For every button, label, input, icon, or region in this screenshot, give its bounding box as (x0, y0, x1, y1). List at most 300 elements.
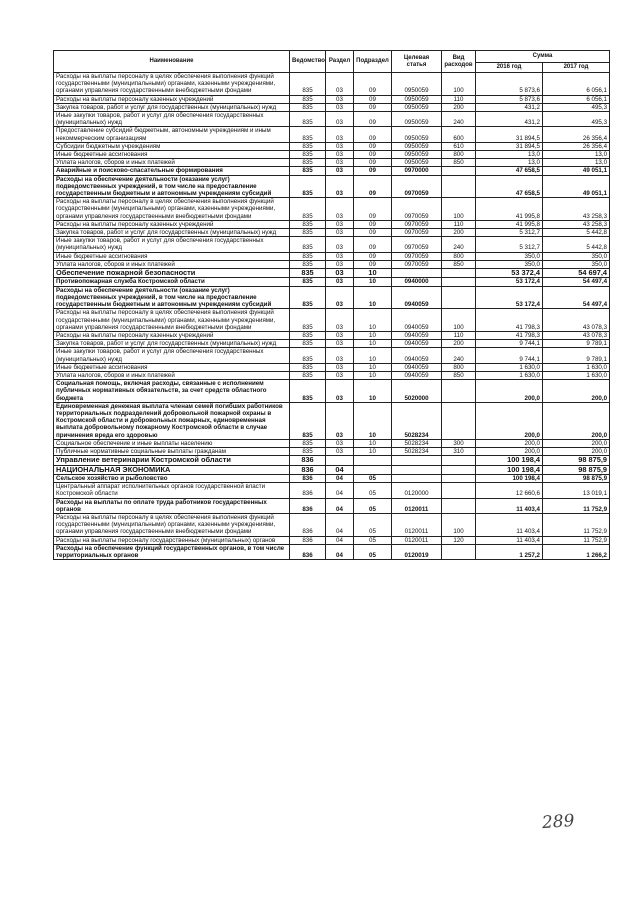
cell-name: Расходы на выплаты персоналу государственных (муниципальных) органов (54, 536, 290, 544)
header-target: Целевая статья (392, 51, 442, 73)
table-row (54, 175, 610, 198)
cell-sum-2016: 53 172,4 (476, 278, 543, 286)
cell-exp-type (442, 175, 476, 198)
cell-sum-2017: 200,0 (543, 380, 610, 403)
cell-target: 5028234 (392, 439, 442, 447)
cell-sum-2017: 43 078,3 (543, 331, 610, 339)
cell-target: 0970059 (392, 237, 442, 252)
cell-dept: 835 (290, 237, 326, 252)
cell-section: 03 (326, 309, 354, 332)
cell-name: Иные бюджетные ассигнования (54, 151, 290, 159)
cell-section: 04 (326, 536, 354, 544)
cell-target: 0950059 (392, 73, 442, 96)
cell-dept: 836 (290, 544, 326, 559)
cell-exp-type: 200 (442, 229, 476, 237)
cell-target: 0970059 (392, 175, 442, 198)
cell-section: 04 (326, 513, 354, 536)
table-row (54, 73, 610, 96)
cell-subsection: 10 (354, 286, 392, 309)
cell-name: Сельское хозяйство и рыболовство (54, 474, 290, 482)
cell-section: 03 (326, 340, 354, 348)
cell-sum-2017: 11 752,9 (543, 536, 610, 544)
cell-section: 03 (326, 286, 354, 309)
cell-dept: 835 (290, 159, 326, 167)
cell-dept: 836 (290, 474, 326, 482)
cell-target: 0120019 (392, 544, 442, 559)
cell-dept: 836 (290, 483, 326, 498)
cell-name: Расходы на выплаты по оплате труда работников государственных органов (54, 498, 290, 513)
cell-sum-2016: 41 798,3 (476, 331, 543, 339)
cell-exp-type (442, 269, 476, 278)
table-row (54, 465, 610, 474)
table-row (54, 237, 610, 252)
cell-dept: 835 (290, 142, 326, 150)
cell-sum-2017: 495,3 (543, 112, 610, 127)
cell-exp-type: 800 (442, 363, 476, 371)
cell-sum-2016: 5 312,7 (476, 237, 543, 252)
cell-section: 04 (326, 483, 354, 498)
cell-name: Управление ветеринарии Костромской области (54, 456, 290, 465)
cell-dept: 835 (290, 348, 326, 363)
cell-exp-type (442, 498, 476, 513)
cell-section: 03 (326, 73, 354, 96)
cell-sum-2017: 54 497,4 (543, 278, 610, 286)
cell-exp-type: 100 (442, 198, 476, 221)
cell-sum-2017: 49 051,1 (543, 175, 610, 198)
cell-name: Расходы на выплаты персоналу в целях обеспечения выполнения функций государственными (муниципальными) органами, казенными учреждениями, органами управления государственными внебюджетными фондами (54, 73, 290, 96)
cell-subsection: 05 (354, 544, 392, 559)
cell-name: Уплата налогов, сборов и иных платежей (54, 371, 290, 379)
header-sum: Сумма (476, 51, 610, 63)
cell-name: Центральный аппарат исполнительных органов государственной власти Костромской области (54, 483, 290, 498)
cell-sum-2017: 43 258,3 (543, 198, 610, 221)
cell-sum-2017: 9 789,1 (543, 348, 610, 363)
cell-dept: 835 (290, 112, 326, 127)
cell-exp-type: 610 (442, 142, 476, 150)
cell-subsection: 05 (354, 536, 392, 544)
cell-exp-type: 310 (442, 447, 476, 455)
cell-sum-2017: 13 019,1 (543, 483, 610, 498)
cell-sum-2016: 53 172,4 (476, 286, 543, 309)
cell-dept: 835 (290, 198, 326, 221)
cell-dept: 835 (290, 447, 326, 455)
cell-dept: 835 (290, 340, 326, 348)
cell-target: 0970059 (392, 252, 442, 260)
table-row (54, 198, 610, 221)
cell-exp-type (442, 483, 476, 498)
cell-exp-type: 110 (442, 220, 476, 228)
header-section: Раздел (326, 51, 354, 73)
cell-target: 0970000 (392, 167, 442, 175)
cell-sum-2016: 1 257,2 (476, 544, 543, 559)
cell-sum-2016: 41 798,3 (476, 309, 543, 332)
cell-exp-type: 120 (442, 536, 476, 544)
cell-name: Иные бюджетные ассигнования (54, 252, 290, 260)
table-row (54, 260, 610, 268)
cell-sum-2016: 431,2 (476, 103, 543, 111)
cell-target: 0940059 (392, 340, 442, 348)
cell-name: Расходы на выплаты персоналу в целях обеспечения выполнения функций государственными (муниципальными) органами, казенными учреждениями, органами управления государственными внебюджетными фондами (54, 513, 290, 536)
cell-sum-2016: 12 660,6 (476, 483, 543, 498)
cell-sum-2017: 11 752,9 (543, 513, 610, 536)
cell-sum-2016: 100 198,4 (476, 465, 543, 474)
cell-dept: 835 (290, 309, 326, 332)
cell-name: Расходы на выплаты персоналу казенных учреждений (54, 95, 290, 103)
cell-exp-type (442, 380, 476, 403)
cell-subsection: 10 (354, 278, 392, 286)
cell-target: 0970059 (392, 229, 442, 237)
cell-dept: 835 (290, 402, 326, 439)
cell-sum-2016: 5 873,6 (476, 73, 543, 96)
cell-sum-2017: 6 056,1 (543, 95, 610, 103)
cell-section: 03 (326, 159, 354, 167)
cell-sum-2016: 31 894,5 (476, 142, 543, 150)
cell-sum-2016: 1 630,0 (476, 371, 543, 379)
cell-section: 03 (326, 402, 354, 439)
cell-section: 03 (326, 142, 354, 150)
cell-exp-type: 850 (442, 260, 476, 268)
table-row (54, 220, 610, 228)
cell-sum-2016: 13,0 (476, 159, 543, 167)
cell-sum-2016: 100 198,4 (476, 456, 543, 465)
cell-target: 5020000 (392, 380, 442, 403)
cell-subsection: 10 (354, 340, 392, 348)
page-number-handwritten: 289 (541, 810, 576, 834)
cell-name: Расходы на обеспечение функций государственных органов, в том числе территориальных органов (54, 544, 290, 559)
table-row (54, 348, 610, 363)
cell-section: 03 (326, 167, 354, 175)
header-year-2017: 2017 год (543, 63, 610, 73)
cell-sum-2017: 26 356,4 (543, 142, 610, 150)
table-row (54, 439, 610, 447)
cell-subsection: 09 (354, 95, 392, 103)
cell-sum-2017: 350,0 (543, 260, 610, 268)
cell-sum-2017: 43 258,3 (543, 220, 610, 228)
cell-sum-2017: 350,0 (543, 252, 610, 260)
cell-subsection: 10 (354, 363, 392, 371)
cell-section: 03 (326, 103, 354, 111)
header-name: Наименование (54, 51, 290, 73)
cell-sum-2016: 200,0 (476, 402, 543, 439)
cell-exp-type: 240 (442, 112, 476, 127)
cell-sum-2016: 11 403,4 (476, 498, 543, 513)
table-row (54, 269, 610, 278)
cell-target: 0950059 (392, 151, 442, 159)
table-row (54, 536, 610, 544)
cell-dept: 836 (290, 498, 326, 513)
cell-name: Социальная помощь, включая расходы, связанные с исполнением публичных нормативных обязательств, за счет средств областного бюджета (54, 380, 290, 403)
cell-sum-2017: 98 875,9 (543, 456, 610, 465)
cell-sum-2016: 9 744,1 (476, 340, 543, 348)
cell-target (392, 474, 442, 482)
cell-target: 5028234 (392, 402, 442, 439)
cell-name: Социальное обеспечение и иные выплаты населению (54, 439, 290, 447)
cell-sum-2017: 98 875,9 (543, 474, 610, 482)
header-exp-type: Вид расходов (442, 51, 476, 73)
cell-exp-type: 800 (442, 252, 476, 260)
cell-name: Противопожарная служба Костромской области (54, 278, 290, 286)
cell-dept: 835 (290, 127, 326, 142)
cell-exp-type: 850 (442, 371, 476, 379)
cell-exp-type (442, 278, 476, 286)
cell-subsection: 09 (354, 260, 392, 268)
cell-target: 0970059 (392, 198, 442, 221)
cell-target: 0120011 (392, 513, 442, 536)
cell-sum-2016: 41 995,8 (476, 220, 543, 228)
cell-exp-type (442, 286, 476, 309)
cell-subsection: 05 (354, 474, 392, 482)
cell-section: 03 (326, 331, 354, 339)
budget-table-sheet (53, 50, 609, 560)
table-row (54, 498, 610, 513)
table-row (54, 112, 610, 127)
cell-section: 03 (326, 363, 354, 371)
cell-section: 03 (326, 348, 354, 363)
cell-section: 03 (326, 278, 354, 286)
cell-section: 04 (326, 465, 354, 474)
cell-target: 0950059 (392, 159, 442, 167)
cell-exp-type: 200 (442, 103, 476, 111)
cell-section: 04 (326, 474, 354, 482)
cell-sum-2017: 13,0 (543, 151, 610, 159)
cell-dept: 835 (290, 278, 326, 286)
cell-exp-type (442, 402, 476, 439)
table-row (54, 474, 610, 482)
cell-section: 03 (326, 220, 354, 228)
cell-section: 03 (326, 112, 354, 127)
table-row (54, 286, 610, 309)
cell-section: 03 (326, 269, 354, 278)
cell-subsection: 10 (354, 380, 392, 403)
cell-dept: 836 (290, 456, 326, 465)
cell-sum-2017: 1 630,0 (543, 371, 610, 379)
cell-exp-type: 240 (442, 237, 476, 252)
cell-dept: 835 (290, 371, 326, 379)
cell-target (392, 456, 442, 465)
cell-dept: 835 (290, 103, 326, 111)
table-row (54, 380, 610, 403)
cell-subsection (354, 465, 392, 474)
table-row (54, 456, 610, 465)
cell-subsection: 09 (354, 198, 392, 221)
cell-target: 0950059 (392, 112, 442, 127)
cell-sum-2016: 41 995,8 (476, 198, 543, 221)
table-row (54, 483, 610, 498)
cell-dept: 835 (290, 286, 326, 309)
cell-name: Закупка товаров, работ и услуг для государственных (муниципальных) нужд (54, 340, 290, 348)
cell-section: 03 (326, 371, 354, 379)
cell-subsection: 09 (354, 103, 392, 111)
cell-sum-2016: 47 658,5 (476, 167, 543, 175)
cell-name: Иные закупки товаров, работ и услуг для обеспечения государственных (муниципальных) нужд (54, 112, 290, 127)
cell-subsection: 10 (354, 269, 392, 278)
cell-exp-type: 800 (442, 151, 476, 159)
cell-target: 0940059 (392, 363, 442, 371)
cell-dept: 835 (290, 220, 326, 228)
cell-target: 0950059 (392, 103, 442, 111)
cell-target: 0970059 (392, 260, 442, 268)
cell-sum-2017: 43 078,3 (543, 309, 610, 332)
cell-subsection: 09 (354, 112, 392, 127)
cell-section: 03 (326, 447, 354, 455)
cell-name: НАЦИОНАЛЬНАЯ ЭКОНОМИКА (54, 465, 290, 474)
cell-sum-2017: 6 056,1 (543, 73, 610, 96)
cell-exp-type (442, 456, 476, 465)
cell-exp-type (442, 474, 476, 482)
cell-sum-2017: 54 697,4 (543, 269, 610, 278)
cell-subsection: 10 (354, 402, 392, 439)
cell-target: 0950059 (392, 142, 442, 150)
table-row (54, 159, 610, 167)
cell-dept: 835 (290, 95, 326, 103)
cell-target (392, 465, 442, 474)
cell-name: Расходы на выплаты персоналу казенных учреждений (54, 220, 290, 228)
cell-name: Закупка товаров, работ и услуг для государственных (муниципальных) нужд (54, 229, 290, 237)
cell-sum-2017: 11 752,9 (543, 498, 610, 513)
cell-exp-type (442, 465, 476, 474)
cell-subsection: 10 (354, 371, 392, 379)
cell-name: Расходы на выплаты персоналу в целях обеспечения выполнения функций государственными (муниципальными) органами, казенными учреждениями, органами управления государственными внебюджетными фондами (54, 309, 290, 332)
cell-sum-2017: 26 356,4 (543, 127, 610, 142)
cell-subsection: 09 (354, 127, 392, 142)
table-row (54, 103, 610, 111)
table-row (54, 513, 610, 536)
table-row (54, 363, 610, 371)
cell-name: Обеспечение пожарной безопасности (54, 269, 290, 278)
cell-sum-2016: 350,0 (476, 252, 543, 260)
cell-section: 03 (326, 380, 354, 403)
table-row (54, 340, 610, 348)
cell-section: 04 (326, 498, 354, 513)
cell-target: 0940059 (392, 286, 442, 309)
cell-section: 03 (326, 252, 354, 260)
cell-dept: 835 (290, 439, 326, 447)
cell-exp-type: 100 (442, 309, 476, 332)
cell-dept: 836 (290, 513, 326, 536)
table-row (54, 229, 610, 237)
header-year-2016: 2016 год (476, 63, 543, 73)
table-row (54, 167, 610, 175)
table-row (54, 371, 610, 379)
table-row (54, 331, 610, 339)
table-row (54, 544, 610, 559)
cell-exp-type (442, 544, 476, 559)
cell-dept: 835 (290, 363, 326, 371)
cell-sum-2016: 1 630,0 (476, 363, 543, 371)
cell-sum-2016: 5 312,7 (476, 229, 543, 237)
cell-subsection (354, 456, 392, 465)
cell-subsection: 09 (354, 220, 392, 228)
table-row (54, 309, 610, 332)
cell-name: Иные бюджетные ассигнования (54, 363, 290, 371)
cell-name: Единовременная денежная выплата членам семей погибших работников территориальных подразделений добровольной пожарной охраны в Костромской области и добровольных пожарных, единовременная выплата добровольному пожарному Костромской области в случае причинения вреда его здоровью (54, 402, 290, 439)
table-row (54, 127, 610, 142)
cell-sum-2017: 98 875,9 (543, 465, 610, 474)
cell-target: 5028234 (392, 447, 442, 455)
cell-section: 03 (326, 151, 354, 159)
cell-target: 0940059 (392, 348, 442, 363)
cell-target: 0940059 (392, 371, 442, 379)
cell-subsection: 09 (354, 142, 392, 150)
cell-subsection: 09 (354, 252, 392, 260)
cell-target: 0970059 (392, 220, 442, 228)
cell-sum-2017: 200,0 (543, 447, 610, 455)
cell-dept: 835 (290, 167, 326, 175)
table-row (54, 447, 610, 455)
budget-table (53, 50, 610, 560)
cell-section: 03 (326, 95, 354, 103)
cell-dept: 835 (290, 151, 326, 159)
cell-subsection: 09 (354, 237, 392, 252)
cell-sum-2017: 13,0 (543, 159, 610, 167)
cell-sum-2017: 1 266,2 (543, 544, 610, 559)
cell-sum-2016: 350,0 (476, 260, 543, 268)
cell-exp-type: 100 (442, 513, 476, 536)
cell-subsection: 09 (354, 175, 392, 198)
cell-sum-2016: 5 873,6 (476, 95, 543, 103)
cell-section (326, 456, 354, 465)
cell-section: 03 (326, 260, 354, 268)
cell-sum-2016: 200,0 (476, 439, 543, 447)
cell-subsection: 09 (354, 151, 392, 159)
cell-section: 03 (326, 237, 354, 252)
cell-subsection: 05 (354, 483, 392, 498)
cell-name: Иные закупки товаров, работ и услуг для обеспечения государственных (муниципальных) нужд (54, 348, 290, 363)
table-row (54, 278, 610, 286)
cell-name: Расходы на обеспечение деятельности (оказание услуг) подведомственных учреждений, в том числе на предоставление государственным бюджетным и автономным учреждениям субсидий (54, 286, 290, 309)
cell-dept: 836 (290, 465, 326, 474)
table-row (54, 252, 610, 260)
cell-sum-2016: 13,0 (476, 151, 543, 159)
cell-name: Субсидии бюджетным учреждениям (54, 142, 290, 150)
cell-dept: 835 (290, 269, 326, 278)
cell-dept: 835 (290, 229, 326, 237)
cell-name: Расходы на обеспечение деятельности (оказание услуг) подведомственных учреждений, в том числе на предоставление государственным бюджетным и автономным учреждениям субсидий (54, 175, 290, 198)
cell-name: Иные закупки товаров, работ и услуг для обеспечения государственных (муниципальных) нужд (54, 237, 290, 252)
cell-subsection: 10 (354, 331, 392, 339)
cell-sum-2017: 49 051,1 (543, 167, 610, 175)
budget-table-body (54, 73, 610, 560)
cell-sum-2016: 100 198,4 (476, 474, 543, 482)
cell-name: Закупка товаров, работ и услуг для государственных (муниципальных) нужд (54, 103, 290, 111)
cell-sum-2016: 31 894,5 (476, 127, 543, 142)
cell-sum-2017: 495,3 (543, 103, 610, 111)
cell-name: Расходы на выплаты персоналу казенных учреждений (54, 331, 290, 339)
cell-target: 0120011 (392, 498, 442, 513)
cell-exp-type: 110 (442, 331, 476, 339)
cell-subsection: 09 (354, 159, 392, 167)
cell-sum-2016: 47 658,5 (476, 175, 543, 198)
cell-subsection: 09 (354, 73, 392, 96)
cell-subsection: 05 (354, 513, 392, 536)
cell-sum-2016: 200,0 (476, 380, 543, 403)
cell-sum-2017: 1 630,0 (543, 363, 610, 371)
cell-target: 0120011 (392, 536, 442, 544)
cell-name: Предоставление субсидий бюджетным, автономным учреждениям и иным некоммерческим организациям (54, 127, 290, 142)
cell-dept: 835 (290, 260, 326, 268)
cell-dept: 835 (290, 175, 326, 198)
cell-sum-2016: 431,2 (476, 112, 543, 127)
cell-section: 03 (326, 127, 354, 142)
cell-exp-type: 240 (442, 348, 476, 363)
cell-sum-2016: 11 403,4 (476, 536, 543, 544)
cell-section: 03 (326, 229, 354, 237)
cell-target: 0120000 (392, 483, 442, 498)
cell-target: 0950059 (392, 127, 442, 142)
cell-section: 04 (326, 544, 354, 559)
cell-name: Публичные нормативные социальные выплаты гражданам (54, 447, 290, 455)
cell-exp-type: 110 (442, 95, 476, 103)
